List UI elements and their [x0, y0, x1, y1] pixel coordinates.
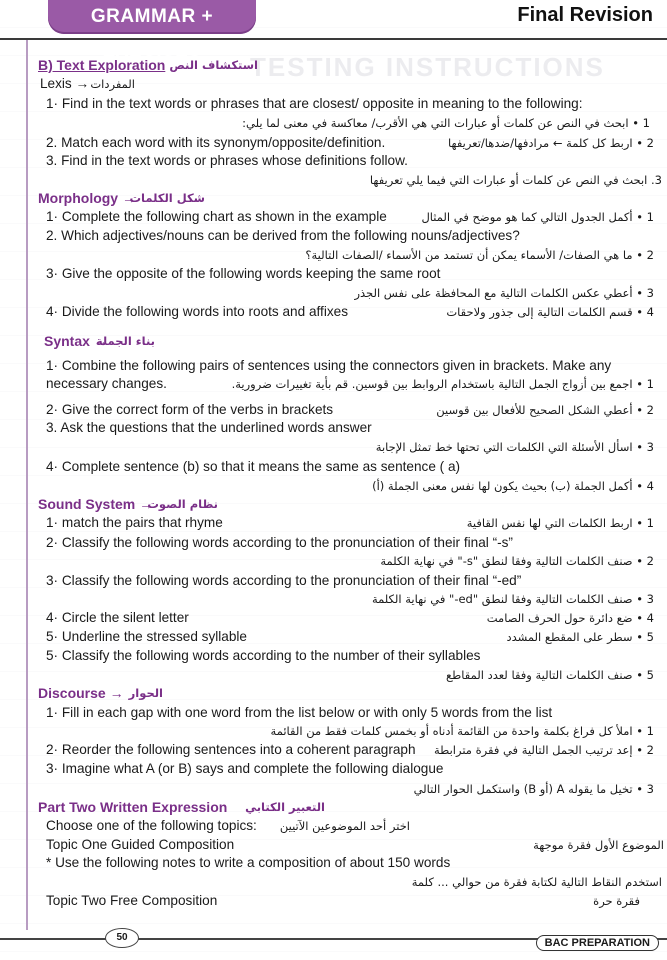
- instruction-line: necessary changes.: [46, 376, 167, 391]
- section-heading: Discourse →: [38, 685, 124, 701]
- arabic-translation: 1 • املأ كل فراغ بكلمة واحدة من القائمة أدناه أو بخمس كلمات فقط من القائمة: [270, 724, 654, 738]
- instruction-line: Lexis →: [40, 76, 90, 91]
- instruction-line: 4· Circle the silent letter: [46, 610, 189, 625]
- arabic-translation: التعبير الكتابي: [245, 800, 325, 814]
- arabic-translation: 4 • أكمل الجملة (ب) بحيث يكون لها نفس معنى الجملة (أ): [372, 479, 654, 493]
- instruction-line: 3· Imagine what A (or B) says and complete the following dialogue: [46, 761, 444, 776]
- page-number: 50: [105, 928, 139, 948]
- header-title-right: Final Revision: [517, 4, 653, 26]
- instruction-line: 1· Find in the text words or phrases that are closest/ opposite in meaning to the following:: [46, 96, 583, 111]
- arabic-translation: 3 • اسأل الأسئلة التي الكلمات التي تحتها خط تمثل الإجابة: [375, 440, 654, 454]
- left-margin-rule: [26, 40, 28, 930]
- instruction-line: 1· Combine the following pairs of sentences using the connectors given in brackets. Make any: [46, 358, 612, 373]
- background-watermark: TESTING INSTRUCTIONS: [250, 52, 605, 82]
- arabic-translation: 2 • صنف الكلمات التالية وفقا لنطق "s-" في نهاية الكلمة: [380, 554, 654, 568]
- arabic-translation: 3 • أعطي عكس الكلمات التالية مع المحافظة على نفس الجذر: [354, 286, 654, 300]
- instruction-line: 1· Complete the following chart as shown in the example: [46, 209, 387, 224]
- instruction-line: 3· Classify the following words according to the pronunciation of their final “-ed”: [46, 573, 522, 588]
- instruction-line: * Use the following notes to write a composition of about 150 words: [46, 855, 451, 870]
- arabic-translation: 1 • ابحث في النص عن كلمات أو عبارات التي هي الأقرب/ معاكسة في معنى لما يلي:: [242, 116, 650, 130]
- instruction-line: 3. Find in the text words or phrases whose definitions follow.: [46, 153, 408, 168]
- arabic-translation: المفردات: [90, 77, 135, 91]
- instruction-line: 3· Give the opposite of the following words keeping the same root: [46, 266, 441, 281]
- section-heading: B) Text Exploration: [38, 57, 166, 73]
- arabic-translation: 3. ابحث في النص عن كلمات أو عبارات التي فيما يلي تعريفها: [369, 173, 662, 187]
- arabic-translation: اختر أحد الموضوعين الآتيين: [279, 819, 410, 833]
- instruction-line: 3. Ask the questions that the underlined words answer: [46, 420, 372, 435]
- header-divider: [0, 38, 667, 40]
- section-heading: Part Two Written Expression: [38, 799, 228, 815]
- arabic-translation: شكل الكلمات: [129, 191, 205, 205]
- instruction-line: Choose one of the following topics:: [46, 818, 257, 833]
- header-banner: GRAMMAR + EXECISES: [48, 0, 256, 34]
- instruction-line: 2· Classify the following words according to the pronunciation of their final “-s”: [46, 535, 513, 550]
- arabic-translation: 5 • سطر على المقطع المشدد: [506, 630, 654, 644]
- instruction-line: 2. Which adjectives/nouns can be derived from the following nouns/adjectives?: [46, 228, 520, 243]
- footer-badge: BAC PREPARATION: [536, 935, 659, 951]
- section-heading: Syntax →: [44, 333, 108, 349]
- instruction-line: 1· Fill in each gap with one word from the list below or with only 5 words from the list: [46, 705, 553, 720]
- arabic-translation: الموضوع الأول فقرة موجهة: [533, 838, 664, 852]
- arabic-translation: 2 • إعد ترتيب الجمل التالية في فقرة مترابطة: [434, 743, 654, 757]
- instruction-line: 2· Reorder the following sentences into a coherent paragraph: [46, 742, 416, 757]
- instruction-line: Topic Two Free Composition: [46, 893, 218, 908]
- section-heading: Sound System →: [38, 496, 154, 512]
- arabic-translation: 1 • أكمل الجدول التالي كما هو موضح في المثال: [421, 210, 654, 224]
- instruction-line: 5· Underline the stressed syllable: [46, 629, 247, 644]
- instruction-line: 1· match the pairs that rhyme: [46, 515, 223, 530]
- arabic-translation: 3 • صنف الكلمات التالية وفقا لنطق "ed-" في نهاية الكلمة: [371, 592, 654, 606]
- arabic-translation: استكشاف النص: [169, 58, 258, 72]
- arabic-translation: 5 • صنف الكلمات التالية وفقا لعدد المقاطع: [445, 668, 654, 682]
- instruction-line: 4· Complete sentence (b) so that it means the same as sentence ( a): [46, 459, 461, 474]
- arabic-translation: استخدم النقاط التالية لكتابة فقرة من حوالي ... كلمة: [411, 875, 662, 889]
- arabic-translation: 2 • ما هي الصفات/ الأسماء يمكن أن تستمد من الأسماء /الصفات التالية؟: [305, 248, 654, 262]
- arabic-translation: 2 • اربط كل كلمة ← مرادفها/ضدها/تعريفها: [448, 136, 654, 150]
- section-heading: Morphology →: [38, 190, 136, 206]
- arabic-translation: بناء الجملة: [95, 334, 155, 348]
- arabic-translation: الحوار: [128, 686, 163, 700]
- instruction-line: Topic One Guided Composition: [46, 837, 235, 852]
- arabic-translation: 1 • اجمع بين أزواج الجمل التالية باستخدام الروابط بين قوسين. قم بأية تغييرات ضرورية.: [231, 377, 654, 391]
- instruction-line: 4· Divide the following words into roots and affixes: [46, 304, 348, 319]
- arabic-translation: نظام الصوت: [147, 497, 218, 511]
- arabic-translation: 4 • ضع دائرة حول الحرف الصامت: [486, 611, 654, 625]
- instruction-line: 2· Give the correct form of the verbs in brackets: [46, 402, 334, 417]
- arabic-translation: فقرة حرة: [593, 894, 640, 908]
- arabic-translation: 2 • أعطي الشكل الصحيح للأفعال بين قوسين: [436, 403, 654, 417]
- instruction-line: 2. Match each word with its synonym/opposite/definition.: [46, 135, 386, 150]
- arabic-translation: 4 • قسم الكلمات التالية إلى جذور ولاحقات: [446, 305, 654, 319]
- arabic-translation: 1 • اربط الكلمات التي لها نفس القافية: [466, 516, 654, 530]
- instruction-line: 5· Classify the following words according to the number of their syllables: [46, 648, 481, 663]
- arabic-translation: 3 • تخيل ما يقوله A (أو B) واستكمل الحوار التالي: [413, 782, 654, 796]
